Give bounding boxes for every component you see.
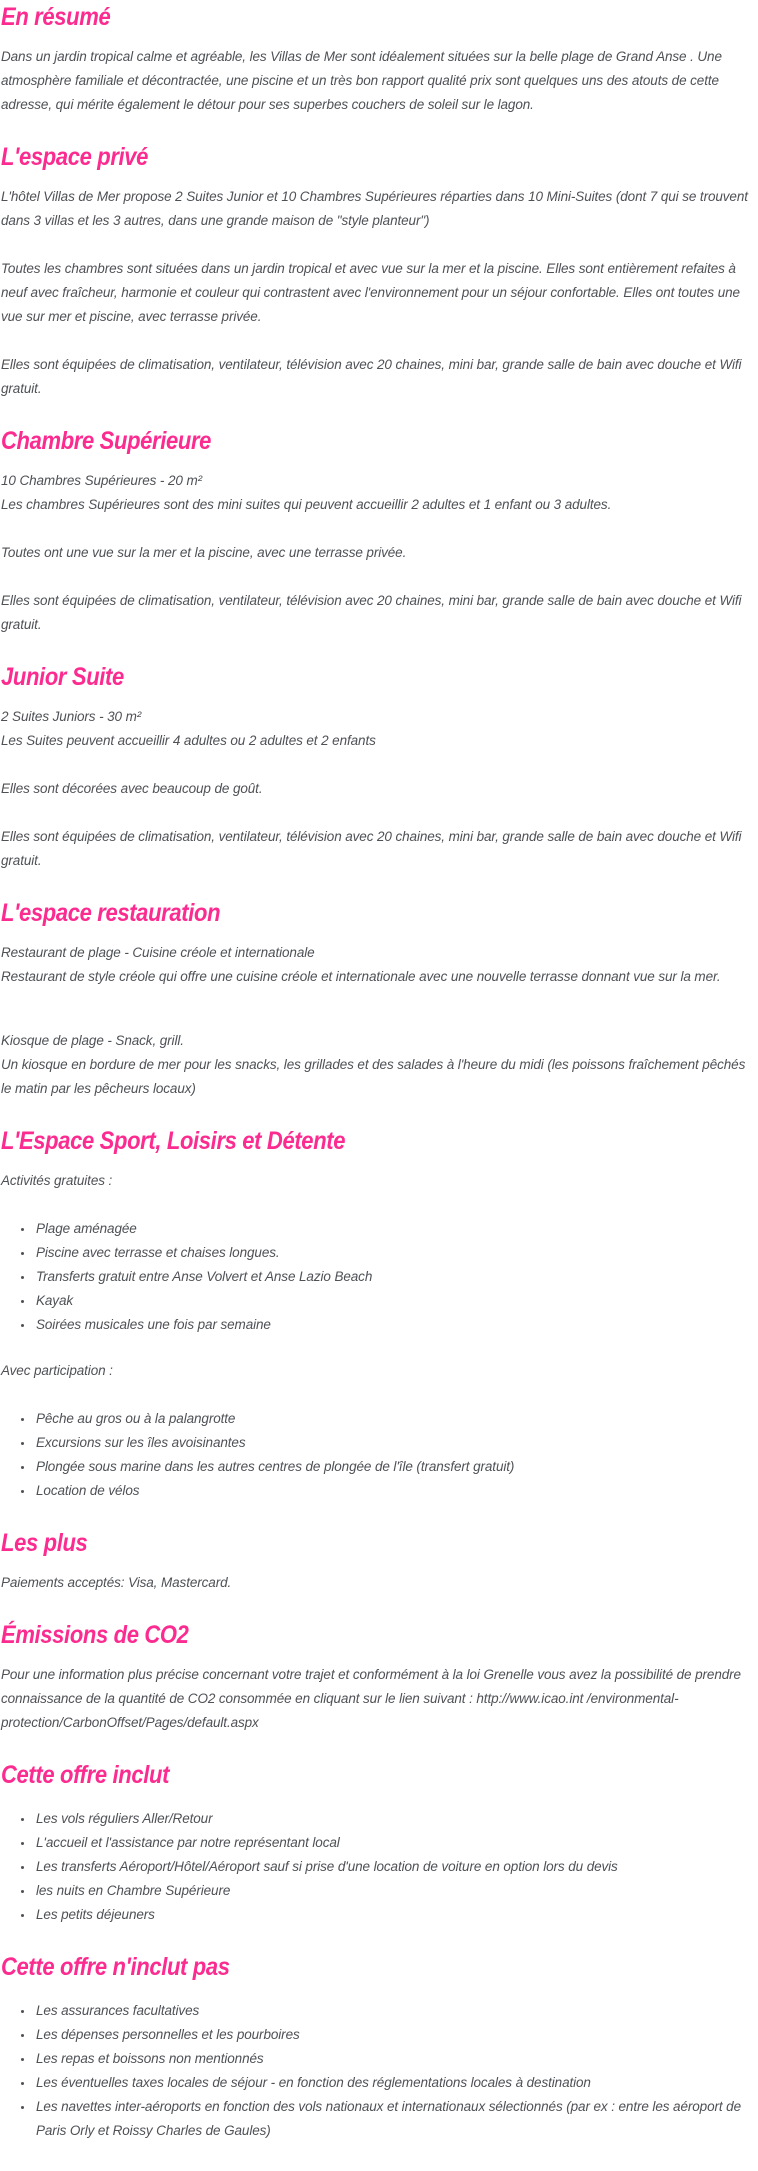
section-sport-loisirs-detente (1, 1125, 756, 1503)
text-line: Les chambres Supérieures sont des mini suites qui peuvent accueillir 2 adultes et 1 enfant ou 3 adultes. (1, 497, 612, 512)
section-chambre-superieure (1, 425, 756, 637)
paragraph (1, 941, 756, 989)
list-item: • Transferts gratuit entre Anse Volvert et Anse Lazio Beach (34, 1265, 756, 1289)
list-item: • les nuits en Chambre Supérieure (34, 1879, 756, 1903)
text-line: Pour une information plus précise concernant votre trajet et conformément à la loi Grenelle vous avez la possibilité de prendre connaissance de la quantité de CO2 consommée en cliquant sur le lien suivant : http://www.icao.int /environmental-protection/CarbonOffset/Pages/default.aspx (1, 1667, 741, 1730)
paragraph (1, 1571, 756, 1595)
text-line: Un kiosque en bordure de mer pour les snacks, les grillades et des salades à l'heure du midi (les poissons fraîchement pêchés le matin par les pêcheurs locaux) (1, 1057, 746, 1096)
list-item: • Les transferts Aéroport/Hôtel/Aéroport sauf si prise d'une location de voiture en option lors du devis (34, 1855, 756, 1879)
paragraph (1, 1663, 756, 1735)
text-line: 10 Chambres Supérieures - 20 m² (1, 473, 202, 488)
paragraph (1, 705, 756, 753)
text-line: 2 Suites Juniors - 30 m² (1, 709, 142, 724)
paragraph (1, 1029, 756, 1101)
section-heading-chambre-superieure: Chambre Supérieure (1, 427, 212, 455)
paragraph (1, 1359, 756, 1383)
section-heading-les-plus: Les plus (1, 1529, 88, 1557)
text-line: Elles sont équipées de climatisation, ventilateur, télévision avec 20 chaines, mini bar, grande salle de bain avec douche et Wifi gratuit. (1, 829, 742, 868)
paragraph (1, 257, 756, 329)
list-item: • Les dépenses personnelles et les pourboires (34, 2023, 756, 2047)
text-line: L'hôtel Villas de Mer propose 2 Suites Junior et 10 Chambres Supérieures réparties dans 10 Mini-Suites (dont 7 qui se trouvent dans 3 villas et les 3 autres, dans une grande maison de "style planteur") (1, 189, 748, 228)
section-en-resume (1, 1, 756, 117)
text-line: Elles sont équipées de climatisation, ventilateur, télévision avec 20 chaines, mini bar, grande salle de bain avec douche et Wifi gratuit. (1, 593, 742, 632)
text-line: Activités gratuites : (1, 1173, 113, 1188)
section-offre-inclut (1, 1759, 756, 1927)
list-item: • Les navettes inter-aéroports en fonction des vols nationaux et internationaux sélectionnés (par ex : entre les aéroport de Paris Orly et Roissy Charles de Gaules) (34, 2095, 756, 2143)
bullet-list (1, 1407, 756, 1503)
list-item: • Les petits déjeuners (34, 1903, 756, 1927)
list-item: • Les assurances facultatives (34, 1999, 756, 2023)
paragraph (1, 541, 756, 565)
paragraph (1, 1169, 756, 1193)
text-line: Toutes ont une vue sur la mer et la piscine, avec une terrasse privée. (1, 545, 407, 560)
bullet-list (1, 1807, 756, 1927)
paragraph (1, 469, 756, 517)
list-item: • Pêche au gros ou à la palangrotte (34, 1407, 756, 1431)
list-item: • Location de vélos (34, 1479, 756, 1503)
bullet-list (1, 1217, 756, 1337)
section-heading-emissions-co2: Émissions de CO2 (1, 1621, 189, 1649)
section-heading-sport-loisirs-detente: L'Espace Sport, Loisirs et Détente (1, 1127, 346, 1155)
list-item: • Kayak (34, 1289, 756, 1313)
text-line: Kiosque de plage - Snack, grill. (1, 1033, 184, 1048)
list-item: • Piscine avec terrasse et chaises longues. (34, 1241, 756, 1265)
section-heading-espace-restauration: L'espace restauration (1, 899, 221, 927)
text-line: Elles sont décorées avec beaucoup de goût. (1, 781, 263, 796)
list-item: • L'accueil et l'assistance par notre représentant local (34, 1831, 756, 1855)
text-line: Les Suites peuvent accueillir 4 adultes ou 2 adultes et 2 enfants (1, 733, 376, 748)
list-item: • Soirées musicales une fois par semaine (34, 1313, 756, 1337)
section-emissions-co2 (1, 1619, 756, 1735)
bullet-list (1, 1999, 756, 2143)
section-heading-espace-prive: L'espace privé (1, 143, 149, 171)
paragraph (1, 589, 756, 637)
section-heading-junior-suite: Junior Suite (1, 663, 124, 691)
section-offre-ninclut-pas (1, 1951, 756, 2143)
text-line: Restaurant de plage - Cuisine créole et internationale (1, 945, 315, 960)
section-espace-prive (1, 141, 756, 401)
section-junior-suite (1, 661, 756, 873)
list-item: • Les vols réguliers Aller/Retour (34, 1807, 756, 1831)
paragraph (1, 185, 756, 233)
text-line: Restaurant de style créole qui offre une cuisine créole et internationale avec une nouvelle terrasse donnant vue sur la mer. (1, 969, 721, 984)
list-item: • Plongée sous marine dans les autres centres de plongée de l'île (transfert gratuit) (34, 1455, 756, 1479)
list-item: • Plage aménagée (34, 1217, 756, 1241)
section-heading-offre-ninclut-pas: Cette offre n'inclut pas (1, 1953, 230, 1981)
paragraph (1, 825, 756, 873)
text-line: Avec participation : (1, 1363, 113, 1378)
section-espace-restauration (1, 897, 756, 1101)
paragraph (1, 353, 756, 401)
list-item: • Les éventuelles taxes locales de séjour - en fonction des réglementations locales à destination (34, 2071, 756, 2095)
text-line: Paiements acceptés: Visa, Mastercard. (1, 1575, 232, 1590)
section-les-plus (1, 1527, 756, 1595)
text-line: Dans un jardin tropical calme et agréable, les Villas de Mer sont idéalement situées sur la belle plage de Grand Anse . Une atmosphère familiale et décontractée, une piscine et un très bon rapport qualité prix sont quelques uns des atouts de cette adresse, qui mérite également le détour pour ses superbes couchers de soleil sur le lagon. (1, 49, 722, 112)
paragraph (1, 45, 756, 117)
paragraph (1, 777, 756, 801)
list-item: • Les repas et boissons non mentionnés (34, 2047, 756, 2071)
text-line: Toutes les chambres sont situées dans un jardin tropical et avec vue sur la mer et la piscine. Elles sont entièrement refaites à neuf avec fraîcheur, harmonie et couleur qui contrastent avec l'environnement pour un séjour confortable. Elles ont toutes une vue sur mer et piscine, avec terrasse privée. (1, 261, 740, 324)
section-heading-offre-inclut: Cette offre inclut (1, 1761, 170, 1789)
text-line: Elles sont équipées de climatisation, ventilateur, télévision avec 20 chaines, mini bar, grande salle de bain avec douche et Wifi gratuit. (1, 357, 742, 396)
list-item: • Excursions sur les îles avoisinantes (34, 1431, 756, 1455)
section-heading-en-resume: En résumé (1, 3, 111, 31)
paragraph-spacer (1, 1013, 756, 1029)
